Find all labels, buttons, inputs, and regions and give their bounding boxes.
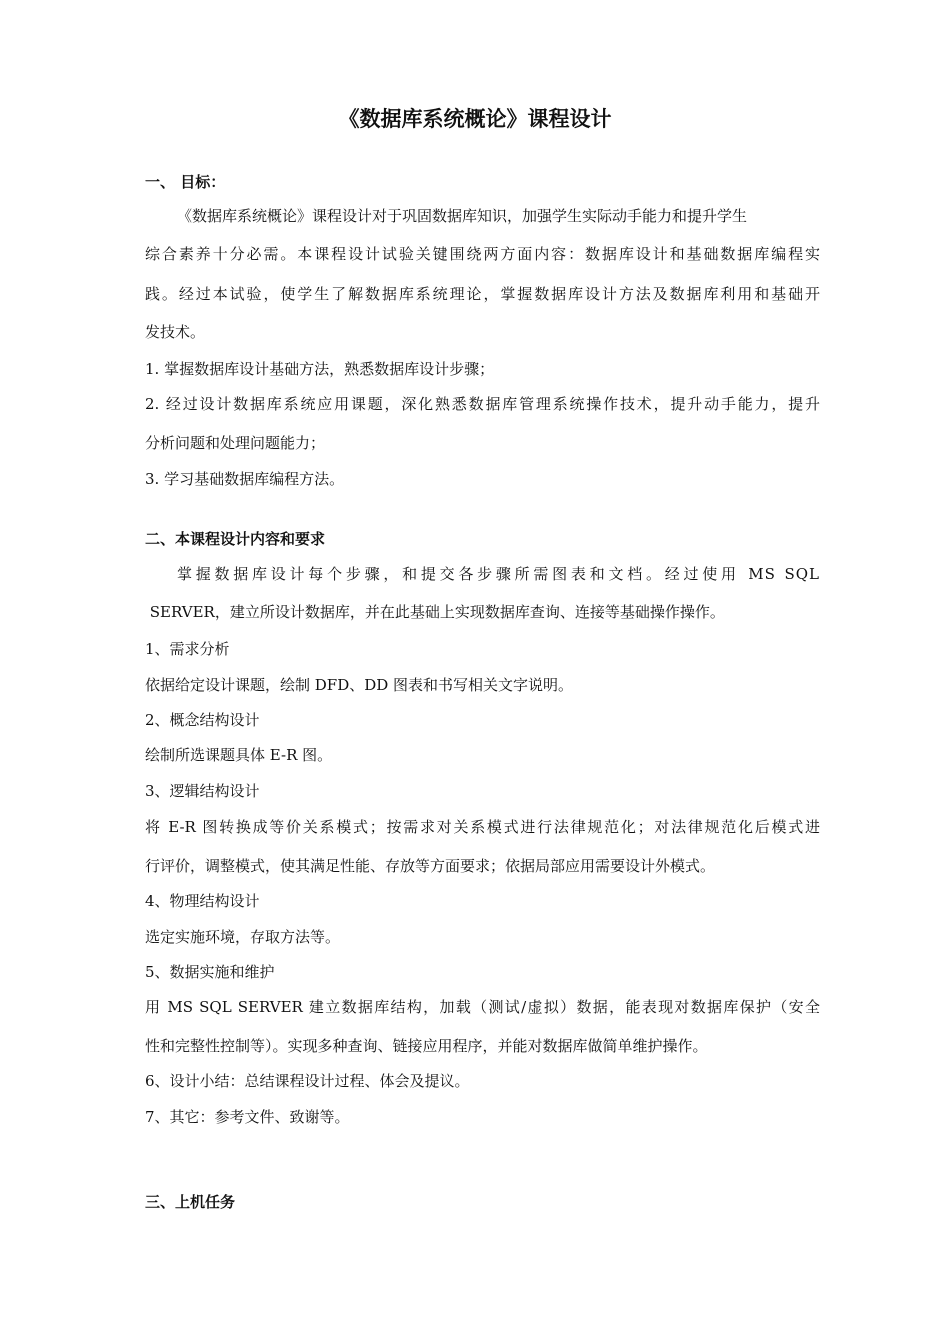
document-title: 《数据库系统概论》课程设计 — [338, 106, 612, 131]
section-2-heading: 二、本课程设计内容和要求 — [145, 530, 326, 548]
s2-item-3-title: 3、逻辑结构设计 — [145, 782, 260, 800]
s1-intro-line-4: 发技术。 — [145, 323, 206, 341]
s2-item-1-title: 1、需求分析 — [145, 640, 230, 658]
s1-intro-line-2: 综合素养十分必需。本课程设计试验关键围绕两方面内容：数据库设计和基础数据库编程实 — [145, 245, 820, 263]
s2-item-5-body-line-1: 用 MS SQL SERVER 建立数据库结构，加载（测试/虚拟）数据，能表现对数据库保护（安全 — [145, 998, 820, 1016]
s1-item-3: 3. 学习基础数据库编程方法。 — [145, 470, 345, 488]
s2-item-4-body: 选定实施环境，存取方法等。 — [145, 928, 341, 946]
section-1-heading: 一、 目标： — [145, 173, 226, 191]
s1-item-2-line-2: 分析问题和处理问题能力； — [145, 434, 326, 452]
s2-item-5-body-line-2: 性和完整性控制等）。实现多种查询、链接应用程序，并能对数据库做简单维护操作。 — [145, 1037, 708, 1055]
s2-intro-line-1: 掌握数据库设计每个步骤，和提交各步骤所需图表和文档。经过使用 MS SQL — [177, 565, 820, 583]
s2-item-7: 7、其它：参考文件、致谢等。 — [145, 1108, 350, 1126]
s2-item-2-title: 2、概念结构设计 — [145, 711, 260, 729]
s2-item-6: 6、设计小结：总结课程设计过程、体会及提议。 — [145, 1072, 470, 1090]
s2-item-5-title: 5、数据实施和维护 — [145, 963, 275, 981]
s2-item-3-body-line-1: 将 E-R 图转换成等价关系模式；按需求对关系模式进行法律规范化；对法律规范化后模式进 — [145, 818, 820, 836]
s2-item-1-body: 依据给定设计课题，绘制 DFD、DD 图表和书写相关文字说明。 — [145, 676, 574, 694]
s1-intro-line-3: 践。经过本试验，使学生了解数据库系统理论，掌握数据库设计方法及数据库利用和基础开 — [145, 285, 820, 303]
s1-intro-line-1: 《数据库系统概论》课程设计对于巩固数据库知识，加强学生实际动手能力和提升学生 — [177, 207, 748, 225]
s1-item-1: 1. 掌握数据库设计基础方法，熟悉数据库设计步骤； — [145, 360, 495, 378]
s2-intro-line-2: SERVER，建立所设计数据库，并在此基础上实现数据库查询、连接等基础操作操作。 — [145, 603, 725, 621]
s2-item-2-body: 绘制所选课题具体 E-R 图。 — [145, 746, 333, 764]
s2-item-4-title: 4、物理结构设计 — [145, 892, 260, 910]
s2-item-3-body-line-2: 行评价，调整模式，使其满足性能、存放等方面要求；依据局部应用需要设计外模式。 — [145, 857, 716, 875]
s1-item-2-line-1: 2. 经过设计数据库系统应用课题，深化熟悉数据库管理系统操作技术，提升动手能力，提升 — [145, 395, 820, 413]
section-3-heading: 三、上机任务 — [145, 1193, 236, 1211]
